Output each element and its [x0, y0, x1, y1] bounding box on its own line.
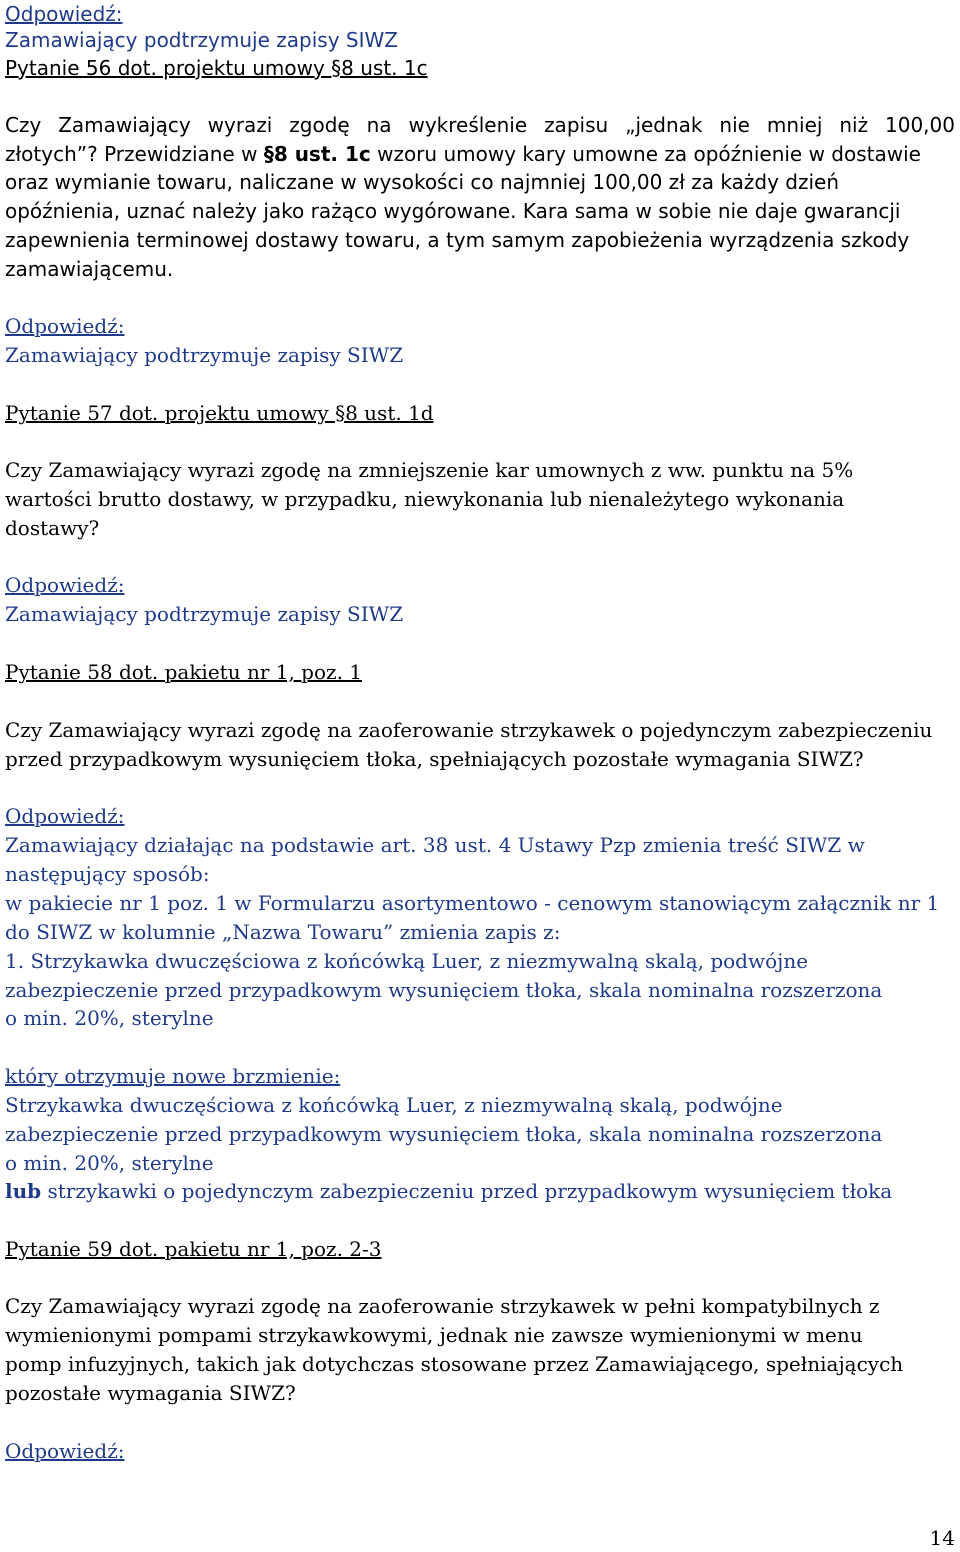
question-58-answer-line-4: do SIWZ w kolumnie „Nazwa Towaru” zmienia zapis z:	[5, 920, 561, 944]
question-57-answer-text: Zamawiający podtrzymuje zapisy SIWZ	[5, 602, 404, 626]
question-58-line-1: Czy Zamawiający wyrazi zgodę na zaoferowanie strzykawek o pojedynczym zabezpieczeniu	[5, 718, 933, 742]
question-58-title: Pytanie 58 dot. pakietu nr 1, poz. 1	[5, 660, 363, 684]
question-59-line-1: Czy Zamawiający wyrazi zgodę na zaoferowanie strzykawek w pełni kompatybilnych z	[5, 1294, 880, 1318]
question-58-answer-line-2: następujący sposób:	[5, 862, 210, 886]
question-56-answer-label: Odpowiedź:	[5, 314, 125, 338]
question-56-title: Pytanie 56 dot. projektu umowy §8 ust. 1c	[5, 56, 428, 80]
question-58-new-line-3: o min. 20%, sterylne	[5, 1151, 214, 1175]
question-58-answer-line-5: 1. Strzykawka dwuczęściowa z końcówką Luer, z niezmywalną skalą, podwójne	[5, 949, 809, 973]
question-58-line-2: przed przypadkowym wysunięciem tłoka, spełniających pozostałe wymagania SIWZ?	[5, 747, 864, 771]
answer-text: Zamawiający podtrzymuje zapisy SIWZ	[5, 28, 398, 52]
question-56-line-2: złotych”? Przewidziane w §8 ust. 1c wzoru umowy kary umowne za opóźnienie w dostawie	[5, 142, 921, 166]
question-58-answer-line-7: o min. 20%, sterylne	[5, 1006, 214, 1030]
question-58-new-line-2: zabezpieczenie przed przypadkowym wysunięciem tłoka, skala nominalna rozszerzona	[5, 1122, 883, 1146]
question-57-title: Pytanie 57 dot. projektu umowy §8 ust. 1d	[5, 401, 434, 425]
question-59-line-4: pozostałe wymagania SIWZ?	[5, 1381, 296, 1405]
question-58-answer-line-6: zabezpieczenie przed przypadkowym wysunięciem tłoka, skala nominalna rozszerzona	[5, 978, 883, 1002]
question-56-line-4: opóźnienia, uznać należy jako rażąco wygórowane. Kara sama w sobie nie daje gwarancji	[5, 199, 901, 223]
question-58-new-wording-label: który otrzymuje nowe brzmienie:	[5, 1064, 341, 1088]
question-56-line-5: zapewnienia terminowej dostawy towaru, a tym samym zapobieżenia wyrządzenia szkody	[5, 228, 910, 252]
question-56-line-1: Czy Zamawiający wyrazi zgodę na wykreślenie zapisu „jednak nie mniej niż 100,00	[5, 113, 955, 137]
question-57-line-1: Czy Zamawiający wyrazi zgodę na zmniejszenie kar umownych z ww. punktu na 5%	[5, 458, 854, 482]
answer-label: Odpowiedź:	[5, 2, 123, 26]
question-56-answer-text: Zamawiający podtrzymuje zapisy SIWZ	[5, 343, 404, 367]
question-58-new-line-1: Strzykawka dwuczęściowa z końcówką Luer, z niezmywalną skalą, podwójne	[5, 1093, 783, 1117]
question-57-line-2: wartości brutto dostawy, w przypadku, niewykonania lub nienależytego wykonania	[5, 487, 845, 511]
question-59-line-2: wymienionymi pompami strzykawkowymi, jednak nie zawsze wymienionymi w menu	[5, 1323, 863, 1347]
question-57-answer-label: Odpowiedź:	[5, 573, 125, 597]
question-59-line-3: pomp infuzyjnych, takich jak dotychczas stosowane przez Zamawiającego, spełniających	[5, 1352, 904, 1376]
question-58-answer-line-3: w pakiecie nr 1 poz. 1 w Formularzu asortymentowo - cenowym stanowiącym załącznik nr 1	[5, 891, 940, 915]
question-56-line-6: zamawiającemu.	[5, 257, 174, 281]
question-59-title: Pytanie 59 dot. pakietu nr 1, poz. 2-3	[5, 1237, 382, 1261]
question-59-answer-label: Odpowiedź:	[5, 1439, 125, 1463]
question-58-new-line-4: lub strzykawki o pojedynczym zabezpieczeniu przed przypadkowym wysunięciem tłoka	[5, 1179, 893, 1203]
question-57-line-3: dostawy?	[5, 516, 100, 540]
question-58-answer-line-1: Zamawiający działając na podstawie art. 38 ust. 4 Ustawy Pzp zmienia treść SIWZ w	[5, 833, 865, 857]
question-58-answer-label: Odpowiedź:	[5, 804, 125, 828]
question-56-line-3: oraz wymianie towaru, naliczane w wysokości co najmniej 100,00 zł za każdy dzień	[5, 170, 839, 194]
page-number: 14	[929, 1526, 955, 1550]
